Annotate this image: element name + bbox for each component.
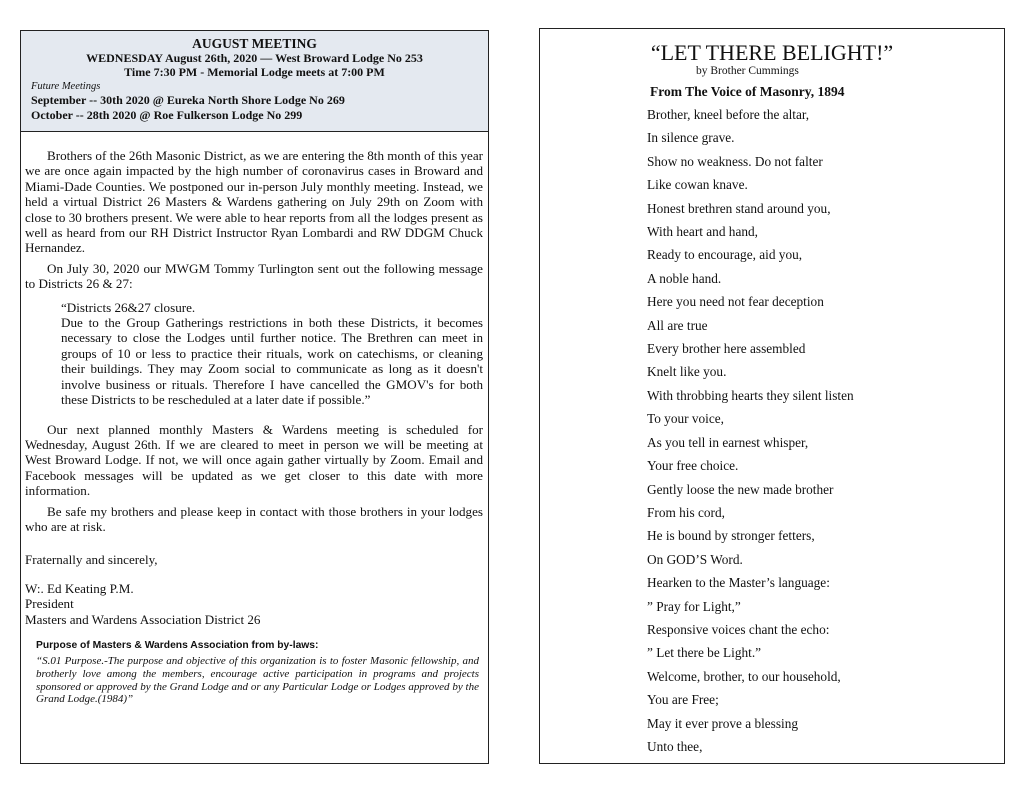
letter-paragraph-3: Our next planned monthly Masters & Wardens meeting is scheduled for Wednesday, August 26th. If we are cleared to meet in person we will be meeting at West Broward Lodge. If not, we will once again gather virtually by Zoom. Email and Facebook messages will be updated as we get closer to this date with more information. <box>25 421 483 499</box>
poem-line: He is bound by stronger fetters, <box>647 528 815 544</box>
poem-title: “LET THERE BELIGHT!” <box>650 40 894 65</box>
poem-line: With throbbing hearts they silent listen <box>647 387 854 403</box>
newsletter-left-page <box>20 30 489 764</box>
closing-line: Fraternally and sincerely, <box>25 552 158 568</box>
meeting-time-line: Time 7:30 PM - Memorial Lodge meets at 7:00 PM <box>124 65 385 79</box>
poem-line: From his cord, <box>647 504 725 520</box>
poem-line: ” Let there be Light.” <box>647 645 762 661</box>
letter-body <box>21 132 488 706</box>
poem-line: Like cowan knave. <box>647 177 748 193</box>
poem-line: In silence grave. <box>647 130 735 146</box>
poem-line: Hearken to the Master’s language: <box>647 575 830 591</box>
poem-line: Every brother here assembled <box>647 341 806 357</box>
future-meetings-label: Future Meetings <box>31 81 101 92</box>
future-meeting-september: September -- 30th 2020 @ Eureka North Shore Lodge No 269 <box>31 93 345 107</box>
poem-line: Honest brethren stand around you, <box>647 200 831 216</box>
poem-line: With heart and hand, <box>647 224 758 240</box>
poem-line: Responsive voices chant the echo: <box>647 621 830 637</box>
poem-line: Unto thee, <box>647 738 703 754</box>
poem-line: May it ever prove a blessing <box>647 715 799 731</box>
poem-line: A noble hand. <box>647 270 722 286</box>
purpose-heading: Purpose of Masters & Wardens Association from by-laws: <box>36 639 319 651</box>
quote-body: Due to the Group Gatherings restrictions in both these Districts, it becomes necessary to close the Lodges until further notice. The Brethren can meet in groups of 10 or less to practice their rituals, work on catechisms, or cleaning their buildings. They may Zoom social to communicate as long as it doesn't involve business or rituals. Therefore I have cancelled the GMOV's for both these Districts to be rescheduled at a later date if possible.” <box>61 315 483 408</box>
poem-line: Ready to encourage, aid you, <box>647 247 803 263</box>
poem-line: ” Pray for Light,” <box>647 598 741 614</box>
poem-line: On GOD’S Word. <box>647 551 743 567</box>
poem-line: You are Free; <box>647 692 719 708</box>
meeting-date-line: WEDNESDAY August 26th, 2020 — West Broward Lodge No 253 <box>86 51 423 65</box>
quote-heading: “Districts 26&27 closure. <box>61 299 196 315</box>
signature-organization: Masters and Wardens Association District 26 <box>25 611 261 627</box>
poem-line: Show no weakness. Do not falter <box>647 153 823 169</box>
poem-source: From The Voice of Masonry, 1894 <box>650 84 845 99</box>
meeting-header-box <box>21 31 488 132</box>
gm-message-quote <box>61 300 483 408</box>
future-meeting-october: October -- 28th 2020 @ Roe Fulkerson Lodge No 299 <box>31 107 303 122</box>
poem-line: As you tell in earnest whisper, <box>647 434 809 450</box>
poem-line: Here you need not fear deception <box>647 294 824 310</box>
purpose-text: “S.01 Purpose.-The purpose and objective of this organization is to foster Masonic fellowship, and brotherly love among the members, encourage active participation in programs and projects sponsored or approved by the Grand Lodge and or any Particular Lodge or Lodges approved by the Grand Lodge.(1984)” <box>36 655 479 706</box>
poem-line: All are true <box>647 317 708 333</box>
poem-line: Welcome, brother, to our household, <box>647 668 841 684</box>
signature-name: W:. Ed Keating P.M. <box>25 580 134 596</box>
poem-line: Brother, kneel before the altar, <box>647 107 810 122</box>
poem-line: Your free choice. <box>647 458 739 474</box>
poem-byline: by Brother Cummings <box>696 65 799 77</box>
letter-paragraph-2: On July 30, 2020 our MWGM Tommy Turlington sent out the following message to Districts 26 & 27: <box>25 260 483 292</box>
poem-line: To your voice, <box>647 411 724 427</box>
letter-paragraph-4: Be safe my brothers and please keep in contact with those brothers in your lodges who are at risk. <box>25 503 483 534</box>
meeting-title: AUGUST MEETING <box>192 36 317 51</box>
signature-title: President <box>25 596 74 612</box>
newsletter-right-page <box>539 28 1005 764</box>
poem-line: Knelt like you. <box>647 364 727 380</box>
poem-body <box>540 103 1004 758</box>
letter-paragraph-1: Brothers of the 26th Masonic District, as we are entering the 8th month of this year we are once again impacted by the high number of coronavirus cases in Broward and Miami-Dade Counties. We postponed our in-person July monthly meeting. Instead, we held a virtual District 26 Masters & Wardens gathering on July 29th on Zoom with close to 30 brothers present. We were able to hear reports from all the lodges present as well as heard from our RH District Instructor Ryan Lombardi and RW DDGM Chuck Hernandez. <box>25 148 483 256</box>
poem-line: Gently loose the new made brother <box>647 481 834 497</box>
